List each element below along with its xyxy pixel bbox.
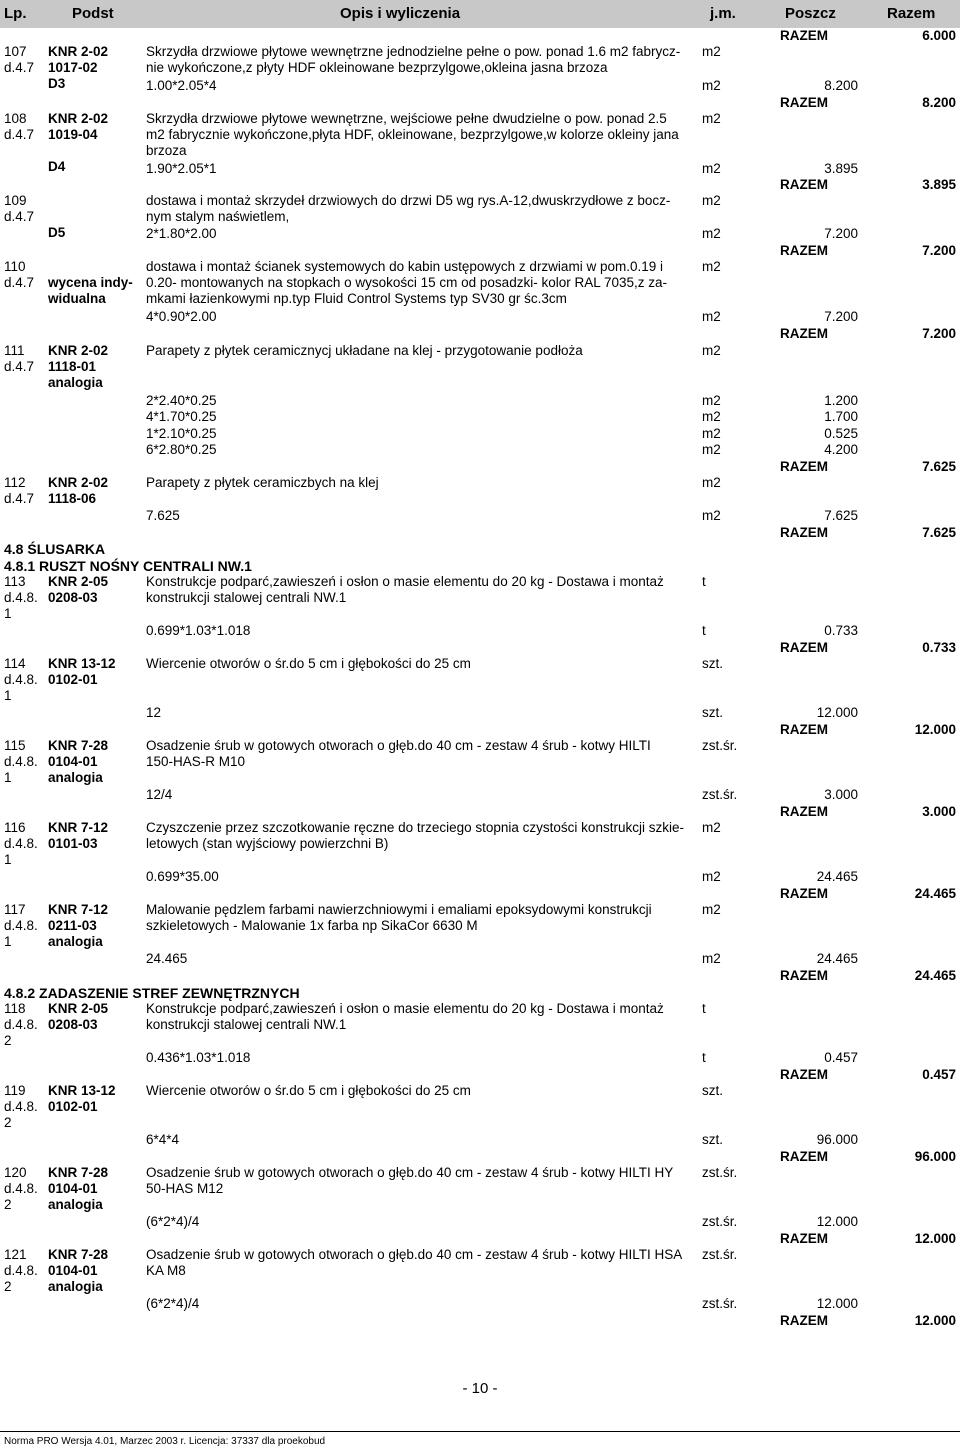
- calc-unit: zst.śr.: [702, 1214, 738, 1229]
- razem-value: 7.200: [922, 243, 956, 258]
- item-description: letowych (stan wyjściowy powierzchni B): [146, 836, 389, 851]
- razem-value: 0.457: [922, 1067, 956, 1082]
- razem-label: RAZEM: [780, 886, 828, 901]
- item-lp: 120: [4, 1165, 27, 1180]
- item-lp: 1: [4, 934, 12, 949]
- item-description: mkami łazienkowymi np.typ Fluid Control Systems typ SV30 gr śc.3cm: [146, 291, 567, 306]
- item-lp: 108: [4, 111, 27, 126]
- item-lp: d.4.7: [4, 209, 35, 224]
- item-unit: zst.śr.: [702, 1165, 738, 1180]
- razem-label: RAZEM: [780, 243, 828, 258]
- footer-text: Norma PRO Wersja 4.01, Marzec 2003 r. Licencja: 37337 dla proekobud: [4, 1436, 326, 1447]
- item-unit: zst.śr.: [702, 738, 738, 753]
- razem-label: RAZEM: [780, 1313, 828, 1328]
- item-basis: analogia: [48, 375, 103, 390]
- item-lp: d.4.8.: [4, 1263, 38, 1278]
- item-lp: 121: [4, 1247, 27, 1262]
- item-basis: 1019-04: [48, 127, 98, 142]
- item-lp: 110: [4, 259, 26, 274]
- item-basis: 1017-02: [48, 60, 98, 75]
- item-basis: KNR 7-12: [48, 902, 109, 917]
- item-description: Skrzydła drzwiowe płytowe wewnętrzne, wejściowe pełne dwudzielne o pow. ponad 2.5: [146, 111, 667, 126]
- calc-expression: 12/4: [146, 787, 173, 802]
- calc-expression: 0.699*1.03*1.018: [146, 623, 251, 638]
- item-lp: 107: [4, 44, 27, 59]
- header-poszcz: Poszcz: [785, 5, 836, 22]
- item-unit: m2: [702, 111, 721, 126]
- calc-value: 1.700: [824, 409, 858, 424]
- item-description: KA M8: [146, 1263, 186, 1278]
- razem-label: RAZEM: [780, 1067, 828, 1082]
- razem-label: RAZEM: [780, 640, 828, 655]
- item-description: Konstrukcje podparć,zawieszeń i osłon o masie elementu do 20 kg - Dostawa i montaż: [146, 1001, 664, 1016]
- razem-label: RAZEM: [780, 1149, 828, 1164]
- item-basis: 0104-01: [48, 1181, 98, 1196]
- item-description: 0.20- montowanych na stopkach o wysokości 15 cm od posadzki- kolor RAL 7035,z za-: [146, 275, 668, 290]
- item-unit: t: [702, 1001, 706, 1016]
- razem-label: RAZEM: [780, 968, 828, 983]
- calc-unit: m2: [702, 442, 721, 457]
- calc-expression: (6*2*4)/4: [146, 1214, 200, 1229]
- item-basis: 0211-03: [48, 918, 97, 933]
- item-lp: d.4.8.: [4, 918, 38, 933]
- item-basis: KNR 2-02: [48, 475, 109, 490]
- razem-label: RAZEM: [780, 722, 828, 737]
- item-basis: KNR 2-02: [48, 343, 109, 358]
- calc-expression: 1.00*2.05*4: [146, 78, 217, 93]
- calc-unit: t: [702, 623, 706, 638]
- item-lp: d.4.8.: [4, 836, 38, 851]
- razem-label: RAZEM: [780, 804, 828, 819]
- calc-unit: m2: [702, 869, 721, 884]
- calc-unit: m2: [702, 508, 721, 523]
- razem-value: 96.000: [914, 1149, 956, 1164]
- calc-unit: m2: [702, 393, 721, 408]
- razem-value: 12.000: [914, 1313, 956, 1328]
- item-description: Osadzenie śrub w gotowych otworach o głęb.do 40 cm - zestaw 4 śrub - kotwy HILTI HSA: [146, 1247, 683, 1262]
- item-description: dostawa i montaż skrzydeł drzwiowych do drzwi D5 wg rys.A-12,dwuskrzydłowe z bocz-: [146, 193, 671, 208]
- item-lp: d.4.8.: [4, 754, 38, 769]
- calc-expression: (6*2*4)/4: [146, 1296, 200, 1311]
- razem-value: 7.625: [922, 525, 956, 540]
- calc-expression: 1*2.10*0.25: [146, 426, 217, 441]
- calc-value: 7.200: [824, 309, 858, 324]
- calc-unit: szt.: [702, 1132, 724, 1147]
- razem-label: RAZEM: [780, 1231, 828, 1246]
- item-lp: 2: [4, 1115, 12, 1130]
- calc-expression: 0.699*35.00: [146, 869, 219, 884]
- item-lp: 113: [4, 574, 26, 589]
- item-lp: d.4.7: [4, 359, 35, 374]
- calc-value: 7.200: [824, 226, 858, 241]
- calc-value: 24.465: [816, 951, 858, 966]
- razem-value: 8.200: [922, 95, 956, 110]
- calc-expression: 12: [146, 705, 162, 720]
- item-basis: 0104-01: [48, 754, 98, 769]
- subsection-heading: 4.8.2 ZADASZENIE STREF ZEWNĘTRZNYCH: [4, 985, 300, 1001]
- section-heading: 4.8 ŚLUSARKA: [4, 541, 106, 557]
- item-lp: 2: [4, 1033, 12, 1048]
- header-opis: Opis i wyliczenia: [340, 5, 461, 22]
- razem-value: 7.625: [922, 459, 956, 474]
- item-unit: m2: [702, 820, 721, 835]
- item-basis: D4: [48, 159, 66, 174]
- razem-value: 3.000: [922, 804, 956, 819]
- header-razem: Razem: [887, 5, 936, 22]
- razem-value: 6.000: [922, 28, 956, 43]
- calc-expression: 4*1.70*0.25: [146, 409, 217, 424]
- item-basis: 0208-03: [48, 1017, 98, 1032]
- item-basis: analogia: [48, 770, 103, 785]
- item-lp: 114: [4, 656, 26, 671]
- item-basis: 0104-01: [48, 1263, 98, 1278]
- table-header: [0, 0, 960, 28]
- calc-unit: szt.: [702, 705, 724, 720]
- calc-value: 3.895: [824, 161, 858, 176]
- item-lp: 119: [4, 1083, 26, 1098]
- page-number: - 10 -: [462, 1380, 498, 1397]
- razem-value: 24.465: [914, 886, 956, 901]
- razem-value: 0.733: [922, 640, 956, 655]
- item-lp: d.4.7: [4, 491, 35, 506]
- footer-divider: [0, 1431, 960, 1432]
- razem-label: RAZEM: [780, 525, 828, 540]
- header-jm: j.m.: [710, 5, 736, 22]
- calc-unit: m2: [702, 78, 721, 93]
- calc-unit: m2: [702, 226, 721, 241]
- item-description: brzoza: [146, 143, 187, 158]
- razem-value: 24.465: [914, 968, 956, 983]
- calc-value: 12.000: [816, 705, 858, 720]
- calc-unit: m2: [702, 309, 721, 324]
- item-basis: widualna: [48, 291, 106, 306]
- item-description: dostawa i montaż ścianek systemowych do kabin ustępowych z drzwiami w pom.0.19 i: [146, 259, 663, 274]
- item-description: Skrzydła drzwiowe płytowe wewnętrzne jednodzielne pełne o pow. ponad 1.6 m2 fabrycz-: [146, 44, 681, 59]
- item-lp: 116: [4, 820, 26, 835]
- item-basis: 0102-01: [48, 1099, 98, 1114]
- item-description: 150-HAS-R M10: [146, 754, 246, 769]
- calc-unit: m2: [702, 161, 721, 176]
- item-lp: d.4.8.: [4, 1017, 38, 1032]
- calc-expression: 1.90*2.05*1: [146, 161, 217, 176]
- razem-label: RAZEM: [780, 459, 828, 474]
- item-basis: KNR 13-12: [48, 1083, 116, 1098]
- calc-value: 8.200: [824, 78, 858, 93]
- item-description: nym stalym naświetlem,: [146, 209, 290, 224]
- item-description: Parapety z płytek ceramicznycj układane na klej - przygotowanie podłoża: [146, 343, 583, 358]
- item-basis: analogia: [48, 1279, 103, 1294]
- calc-expression: 2*1.80*2.00: [146, 226, 217, 241]
- calc-value: 4.200: [824, 442, 858, 457]
- razem-label: RAZEM: [780, 95, 828, 110]
- item-description: Malowanie pędzlem farbami nawierzchniowymi i emaliami epoksydowymi konstrukcji: [146, 902, 652, 917]
- razem-label: RAZEM: [780, 326, 828, 341]
- item-unit: zst.śr.: [702, 1247, 738, 1262]
- item-basis: KNR 7-28: [48, 1247, 109, 1262]
- calc-value: 0.457: [824, 1050, 858, 1065]
- calc-value: 12.000: [816, 1296, 858, 1311]
- item-basis: 1118-01: [48, 359, 97, 374]
- item-unit: m2: [702, 902, 721, 917]
- razem-value: 12.000: [914, 1231, 956, 1246]
- item-description: Czyszczenie przez szczotkowanie ręczne do trzeciego stopnia czystości konstrukcji szkie-: [146, 820, 684, 835]
- item-basis: 0102-01: [48, 672, 98, 687]
- item-basis: D5: [48, 225, 66, 240]
- item-basis: KNR 2-02: [48, 111, 109, 126]
- item-description: Osadzenie śrub w gotowych otworach o głęb.do 40 cm - zestaw 4 śrub - kotwy HILTI HY: [146, 1165, 674, 1180]
- item-lp: 2: [4, 1197, 12, 1212]
- calc-unit: m2: [702, 951, 721, 966]
- calc-expression: 6*2.80*0.25: [146, 442, 217, 457]
- calc-unit: m2: [702, 426, 721, 441]
- item-description: Wiercenie otworów o śr.do 5 cm i głębokości do 25 cm: [146, 1083, 471, 1098]
- calc-value: 12.000: [816, 1214, 858, 1229]
- item-lp: 2: [4, 1279, 12, 1294]
- calc-value: 3.000: [824, 787, 858, 802]
- item-basis: KNR 7-28: [48, 738, 109, 753]
- item-unit: szt.: [702, 656, 724, 671]
- calc-value: 7.625: [824, 508, 858, 523]
- header-podst: Podst: [72, 5, 114, 22]
- razem-value: 12.000: [914, 722, 956, 737]
- item-lp: d.4.7: [4, 275, 35, 290]
- item-description: Wiercenie otworów o śr.do 5 cm i głębokości do 25 cm: [146, 656, 471, 671]
- item-lp: 111: [4, 343, 25, 358]
- item-description: Osadzenie śrub w gotowych otworach o głęb.do 40 cm - zestaw 4 śrub - kotwy HILTI: [146, 738, 651, 753]
- subsection-heading: 4.8.1 RUSZT NOŚNY CENTRALI NW.1: [4, 558, 252, 574]
- razem-label: RAZEM: [780, 177, 828, 192]
- item-lp: d.4.7: [4, 60, 35, 75]
- calc-unit: m2: [702, 409, 721, 424]
- item-description: nie wykończone,z płyty HDF okleinowane bezprzylgowe,okleina jasna brzoza: [146, 60, 608, 75]
- calc-value: 24.465: [816, 869, 858, 884]
- calc-unit: zst.śr.: [702, 1296, 738, 1311]
- item-basis: 1118-06: [48, 491, 97, 506]
- item-lp: 112: [4, 475, 26, 490]
- calc-expression: 0.436*1.03*1.018: [146, 1050, 251, 1065]
- item-basis: 0208-03: [48, 590, 98, 605]
- calc-expression: 4*0.90*2.00: [146, 309, 217, 324]
- calc-unit: t: [702, 1050, 706, 1065]
- item-description: Parapety z płytek ceramiczbych na klej: [146, 475, 379, 490]
- razem-value: 7.200: [922, 326, 956, 341]
- item-unit: m2: [702, 259, 721, 274]
- item-basis: KNR 2-02: [48, 44, 109, 59]
- calc-value: 0.525: [824, 426, 858, 441]
- razem-label: RAZEM: [780, 28, 828, 43]
- calc-expression: 24.465: [146, 951, 188, 966]
- item-basis: KNR 13-12: [48, 656, 116, 671]
- item-basis: 0101-03: [48, 836, 98, 851]
- item-basis: D3: [48, 76, 66, 91]
- item-unit: m2: [702, 193, 721, 208]
- item-lp: 118: [4, 1001, 26, 1016]
- item-basis: KNR 2-05: [48, 1001, 109, 1016]
- calc-value: 1.200: [824, 393, 858, 408]
- item-basis: wycena indy-: [48, 275, 133, 290]
- item-description: konstrukcji stalowej centrali NW.1: [146, 590, 347, 605]
- item-lp: d.4.8.: [4, 590, 38, 605]
- item-lp: d.4.8.: [4, 1181, 38, 1196]
- calc-expression: 7.625: [146, 508, 180, 523]
- item-description: szkieletowych - Malowanie 1x farba np SikaCor 6630 M: [146, 918, 478, 933]
- item-basis: KNR 2-05: [48, 574, 109, 589]
- item-lp: d.4.8.: [4, 1099, 38, 1114]
- calc-unit: zst.śr.: [702, 787, 738, 802]
- item-lp: 117: [4, 902, 26, 917]
- item-basis: analogia: [48, 1197, 103, 1212]
- calc-value: 96.000: [816, 1132, 858, 1147]
- item-basis: KNR 7-12: [48, 820, 109, 835]
- item-description: 50-HAS M12: [146, 1181, 224, 1196]
- item-lp: 1: [4, 688, 12, 703]
- item-basis: KNR 7-28: [48, 1165, 109, 1180]
- header-lp: Lp.: [4, 5, 27, 22]
- item-lp: 1: [4, 852, 12, 867]
- item-lp: 1: [4, 606, 12, 621]
- item-unit: szt.: [702, 1083, 724, 1098]
- item-lp: 1: [4, 770, 12, 785]
- item-description: m2 fabrycznie wykończone,płyta HDF, okleinowane, bezprzylgowe,w kolorze okleiny jana: [146, 127, 679, 142]
- item-description: konstrukcji stalowej centrali NW.1: [146, 1017, 347, 1032]
- item-unit: t: [702, 574, 706, 589]
- item-lp: d.4.7: [4, 127, 35, 142]
- item-description: Konstrukcje podparć,zawieszeń i osłon o masie elementu do 20 kg - Dostawa i montaż: [146, 574, 664, 589]
- item-unit: m2: [702, 343, 721, 358]
- item-lp: 109: [4, 193, 27, 208]
- item-lp: 115: [4, 738, 26, 753]
- calc-expression: 6*4*4: [146, 1132, 180, 1147]
- item-lp: d.4.8.: [4, 672, 38, 687]
- calc-expression: 2*2.40*0.25: [146, 393, 217, 408]
- item-unit: m2: [702, 44, 721, 59]
- calc-value: 0.733: [824, 623, 858, 638]
- razem-value: 3.895: [922, 177, 956, 192]
- item-basis: analogia: [48, 934, 103, 949]
- item-unit: m2: [702, 475, 721, 490]
